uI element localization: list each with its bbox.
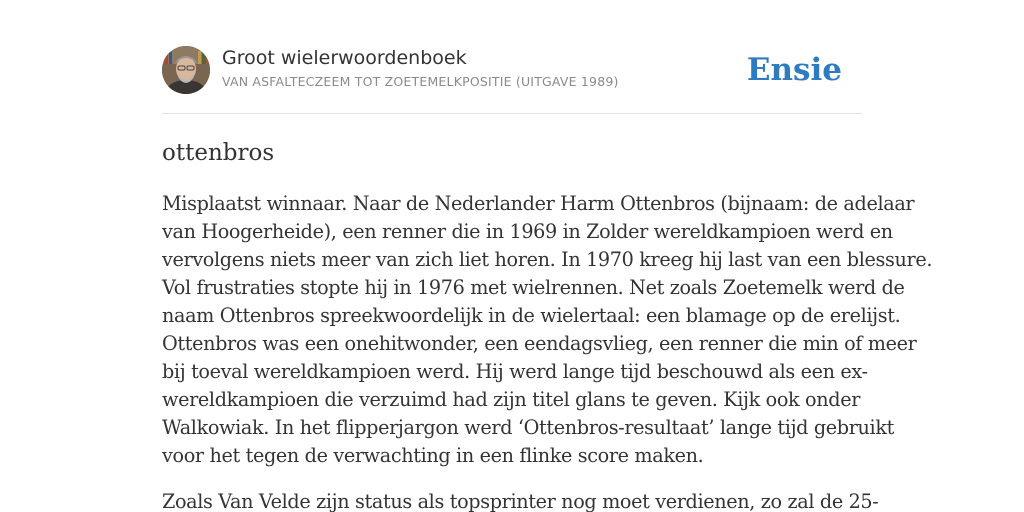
paragraph-line: Vol frustraties stopte hij in 1976 met wielrennen. Net zoals Zoetemelk werd de: [162, 276, 905, 299]
definition-paragraph: [162, 488, 879, 512]
source-title[interactable]: Groot wielerwoordenboek: [222, 47, 467, 69]
avatar[interactable]: [162, 46, 210, 94]
paragraph-line: Misplaatst winnaar. Naar de Nederlander Harm Ottenbros (bijnaam: de adelaar: [162, 192, 915, 215]
brand-logo[interactable]: Ensie: [746, 52, 842, 88]
author-portrait-icon: [162, 46, 210, 94]
paragraph-line: Zoals Van Velde zijn status als topsprinter nog moet verdienen, zo zal de 25-: [162, 490, 879, 512]
paragraph-line: van Hoogerheide), een renner die in 1969 in Zolder wereldkampioen werd en: [162, 220, 893, 243]
entry-definition: [162, 190, 933, 512]
paragraph-line: voor het tegen de verwachting in een flinke score maken.: [162, 444, 704, 467]
paragraph-line: Ottenbros was een onehitwonder, een eendagsvlieg, een renner die min of meer: [162, 332, 917, 355]
source-subtitle: VAN ASFALTECZEEM TOT ZOETEMELKPOSITIE (UITGAVE 1989): [222, 74, 619, 89]
source-header: [162, 46, 862, 96]
definition-paragraph: [162, 190, 933, 470]
paragraph-line: naam Ottenbros spreekwoordelijk in de wielertaal: een blamage op de erelijst.: [162, 304, 901, 327]
paragraph-line: vervolgens niets meer van zich liet horen. In 1970 kreeg hij last van een blessure.: [162, 248, 933, 271]
header-divider: [162, 113, 862, 114]
paragraph-line: wereldkampioen die verzuimd had zijn titel glans te geven. Kijk ook onder: [162, 388, 861, 411]
paragraph-line: bij toeval wereldkampioen werd. Hij werd lange tijd beschouwd als een ex-: [162, 360, 868, 383]
entry-term: ottenbros: [162, 140, 275, 166]
paragraph-line: Walkowiak. In het flipperjargon werd ‘Ottenbros-resultaat’ lange tijd gebruikt: [162, 416, 894, 439]
